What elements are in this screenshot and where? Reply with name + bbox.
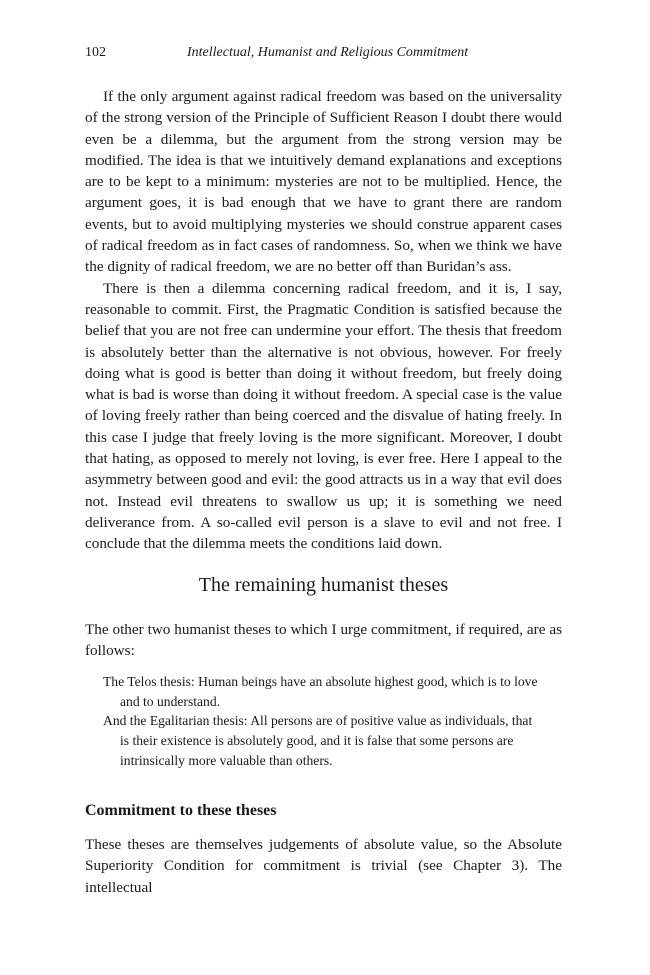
paragraph: If the only argument against radical freedom was based on the universality of the strong version of the Principle of Sufficient Reason I doubt there would even be a dilemma, but the argument from the strong version may be modified. The idea is that we intuitively demand explanations and exceptions are to be kept to a minimum: mysteries are not to be multiplied. Hence, the argument goes, it is bad enough that we have to grant there are random events, but to avoid multiplying mysteries we should construe apparent cases of radical freedom as in fact cases of randomness. So, when we think we have the dignity of radical freedom, we are no better off than Buridan’s ass. — [85, 88, 562, 276]
subsection-text: These theses are themselves judgements of absolute value, so the Absolute Superiority Condition for commitment is trivial (see Chapter 3). The intellectual — [85, 836, 562, 896]
running-title: Intellectual, Humanist and Religious Commitment — [187, 45, 469, 60]
theses-list — [103, 672, 543, 771]
body-text — [85, 86, 562, 555]
thesis-item: And the Egalitarian thesis: All persons are of positive value as individuals, that is their existence is absolutely good, and it is false that some persons are intrinsically more valuable than others. — [103, 713, 533, 768]
page-number: 102 — [85, 45, 106, 60]
subsection-heading: Commitment to these theses — [85, 802, 277, 819]
paragraph: There is then a dilemma concerning radical freedom, and it is, I say, reasonable to commit. First, the Pragmatic Condition is satisfied because the belief that you are not free can undermine your effort. The thesis that freedom is absolutely better than the alternative is not obvious, however. For freely doing what is good is better than doing it without freedom, but freely doing what is bad is worse than doing it without freedom. A special case is the value of loving freely rather than being coerced and the disvalue of hating freely. In this case I judge that freely loving is the more significant. Moreover, I doubt that hating, as opposed to merely not loving, is ever free. Here I appeal to the asymmetry between good and evil: the good attracts us in a way that evil does not. Instead evil threatens to swallow us up; it is something we need deliverance from. A so-called evil person is a slave to evil and not free. I conclude that the dilemma meets the conditions laid down. — [85, 279, 562, 553]
section-intro: The other two humanist theses to which I urge commitment, if required, are as follows: — [85, 621, 562, 660]
section-heading: The remaining humanist theses — [198, 574, 449, 596]
thesis-item: The Telos thesis: Human beings have an absolute highest good, which is to love and to understand. — [103, 674, 538, 709]
